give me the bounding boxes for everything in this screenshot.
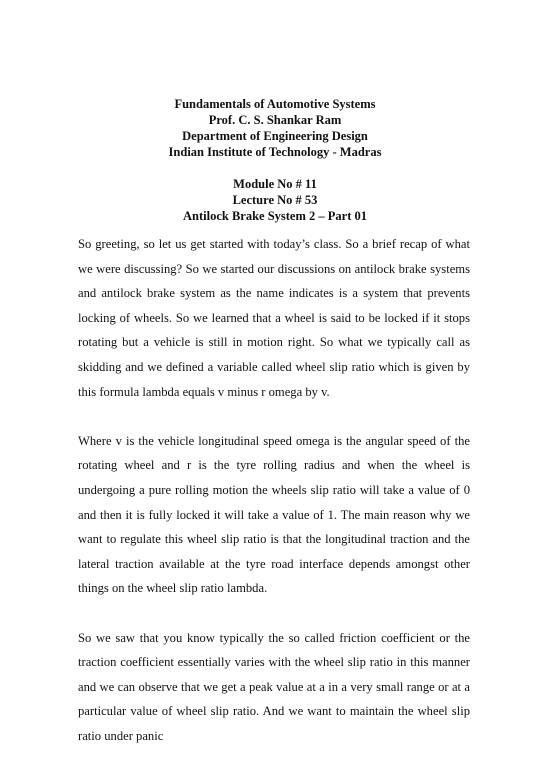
institute-name: Indian Institute of Technology - Madras — [168, 145, 382, 159]
lecture-number: Lecture No # 53 — [232, 193, 318, 207]
lecture-title: Antilock Brake System 2 – Part 01 — [182, 209, 367, 223]
paragraph: So we saw that you know typically the so called friction coefficient or the traction coefficient essentially varies with the wheel slip ratio in this manner and we can observe that we get a peak value at a in a very small range or at a particular value of wheel slip ratio. And we want to maintain the wheel slip ratio under panic — [78, 630, 470, 743]
module-number: Module No # 11 — [233, 177, 317, 191]
body-text — [78, 232, 470, 748]
department-name: Department of Engineering Design — [182, 129, 368, 143]
paragraph: So greeting, so let us get started with today’s class. So a brief recap of what we were discussing? So we started our discussions on antilock brake systems and antilock brake system as the name indicates is a system that prevents locking of wheels. So we learned that a wheel is said to be locked if it stops rotating but a vehicle is still in motion right. So what we typically call as skidding and we defined a variable called wheel slip ratio which is given by this formula lambda equals v minus r omega by v. — [78, 237, 470, 399]
header-spacer — [0, 160, 550, 176]
professor-name: Prof. C. S. Shankar Ram — [208, 113, 342, 127]
document-header — [0, 96, 550, 224]
paragraph: Where v is the vehicle longitudinal speed omega is the angular speed of the rotating wheel and r is the tyre rolling radius and when the wheel is undergoing a pure rolling motion the wheels slip ratio will take a value of 0 and then it is fully locked it will take a value of 1. The main reason why we want to regulate this wheel slip ratio is that the longitudinal traction and the lateral traction available at the tyre road interface depends amongst other things on the wheel slip ratio lambda. — [78, 433, 470, 596]
course-title: Fundamentals of Automotive Systems — [174, 97, 376, 111]
